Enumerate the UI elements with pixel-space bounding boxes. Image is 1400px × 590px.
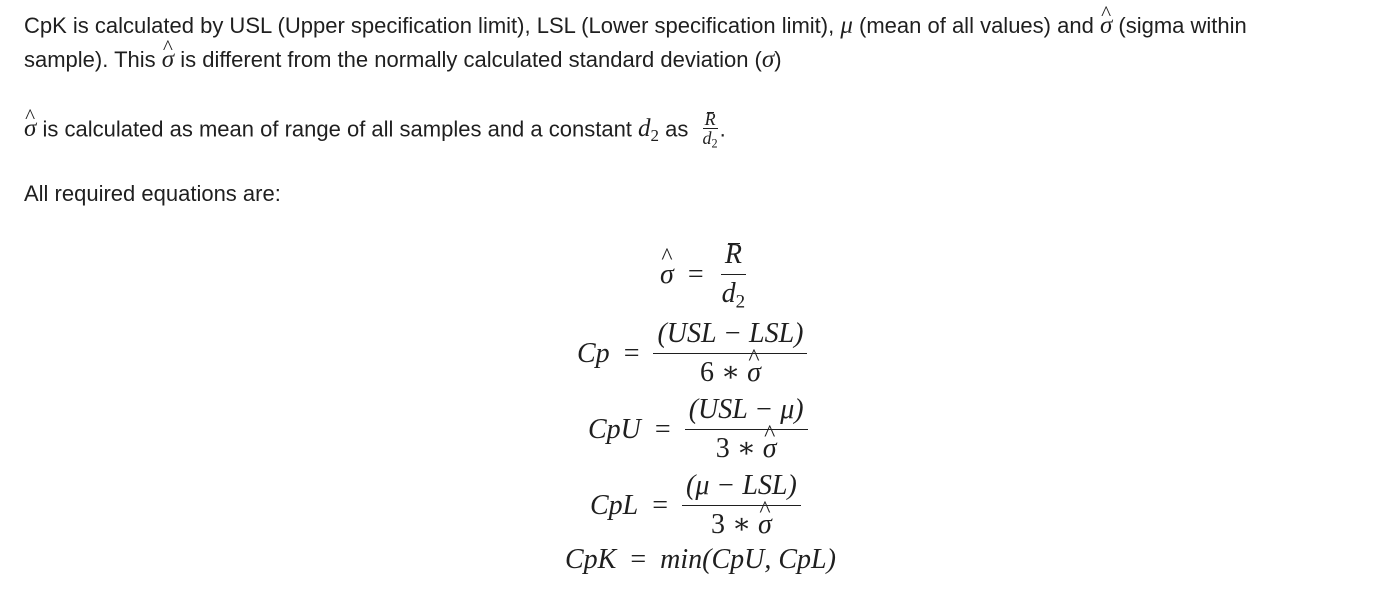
equation-cpl [590,471,801,540]
fraction: $\frac{R}{d_2}$ [721,239,746,313]
d2-symbol: $d_2$ [638,115,660,146]
sigma-hat-paragraph [24,109,726,151]
intro-text-6: ) [774,47,782,72]
intro-paragraph-line-2 [24,43,782,77]
sigma-hat-symbol: ^ σ [162,43,174,77]
intro-text-4: sample). This [24,47,162,72]
equals-sign: = [652,489,669,521]
equation-lhs: CpU [588,413,641,445]
intro-text-1: CpK is calculated by USL (Upper specification limit), LSL (Lower specification limit), [24,13,841,38]
equation-lhs: ^ σ [660,259,674,291]
equation-cpk [565,544,836,576]
fraction: $\frac{\text{(μ − LSL)}}{3 ∗ \^{} \sigma}$ [682,471,801,540]
inline-fraction: $\frac{R}{d_2}$ [702,109,718,151]
equation-sigma-hat [660,239,749,313]
equation-lhs: Cp [577,337,610,369]
fraction: $\frac{\text{(USL − LSL)}}{6 ∗ \^{} \sigma}$ [653,319,807,388]
intro-text-3: (sigma within [1112,13,1247,38]
equations-intro: All required equations are: [24,181,281,206]
mu-symbol: μ [840,12,853,39]
sigma-hat-symbol: ^ σ [24,112,36,146]
intro-paragraph-line-1 [24,9,1247,43]
sigma-hat-symbol: ^ σ [1100,9,1112,43]
equation-lhs: CpK [565,544,617,575]
as-text: as [659,116,695,142]
sigma-symbol: σ [761,46,775,73]
equals-sign: = [687,258,704,290]
period-text: . [719,116,726,142]
equation-cpu [588,395,808,464]
equation-lhs: CpL [590,489,639,521]
fraction: $\frac{\text{(USL − μ)}}{3 ∗ \^{} \sigma}$ [685,395,808,464]
equation-cp [577,319,807,388]
equals-sign: = [623,337,640,369]
equals-sign: = [630,544,647,575]
equals-sign: = [654,413,671,445]
intro-text-2: (mean of all values) and [852,13,1100,38]
equation-rhs: min(CpU, CpL) [660,544,836,575]
intro-text-5: is different from the normally calculated standard deviation ( [174,47,762,72]
sigma-hat-text: is calculated as mean of range of all samples and a constant [36,116,639,142]
